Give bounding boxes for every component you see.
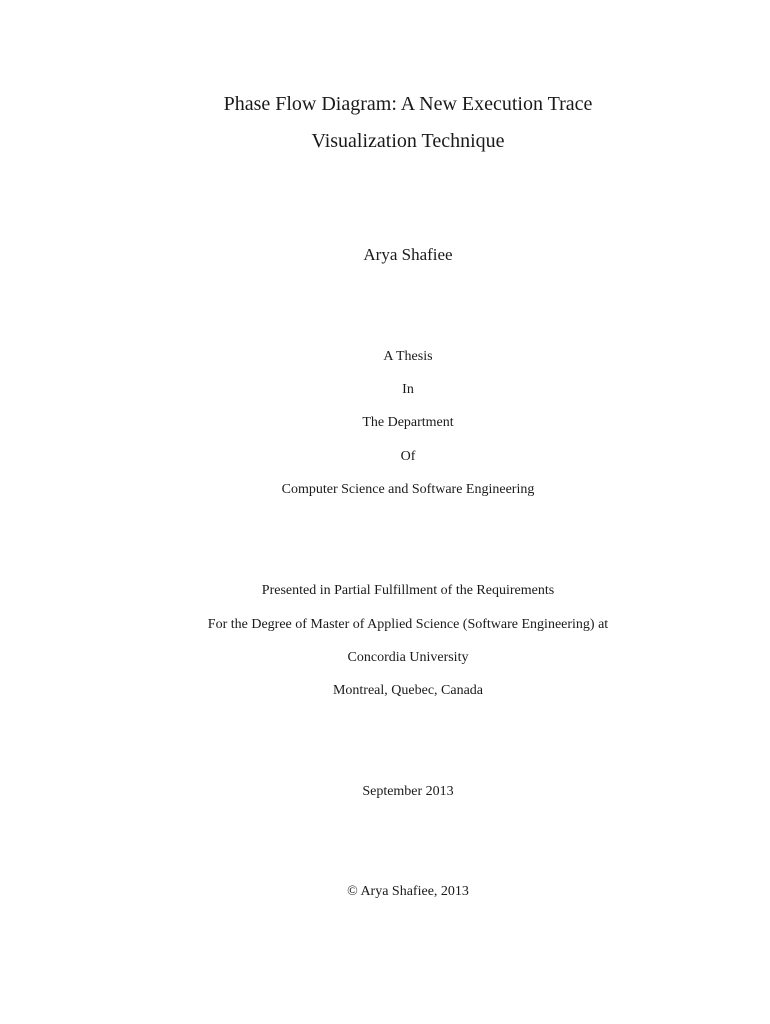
submission-date: September 2013 xyxy=(362,784,454,799)
thesis-title-line-2: Visualization Technique xyxy=(311,130,505,152)
degree-statement: For the Degree of Master of Applied Science (Software Engineering) at xyxy=(207,617,609,632)
thesis-label: A Thesis xyxy=(383,349,433,364)
department-name: Computer Science and Software Engineering xyxy=(281,482,535,497)
university-location: Montreal, Quebec, Canada xyxy=(332,683,484,698)
university-name: Concordia University xyxy=(347,650,469,665)
fulfillment-statement: Presented in Partial Fulfillment of the Requirements xyxy=(261,583,555,598)
author-name: Arya Shafiee xyxy=(363,245,453,264)
in-label: In xyxy=(402,382,414,397)
of-label: Of xyxy=(400,449,416,464)
copyright-notice: © Arya Shafiee, 2013 xyxy=(347,884,469,899)
thesis-title-line-1: Phase Flow Diagram: A New Execution Trace xyxy=(223,93,593,115)
department-label: The Department xyxy=(362,415,454,430)
